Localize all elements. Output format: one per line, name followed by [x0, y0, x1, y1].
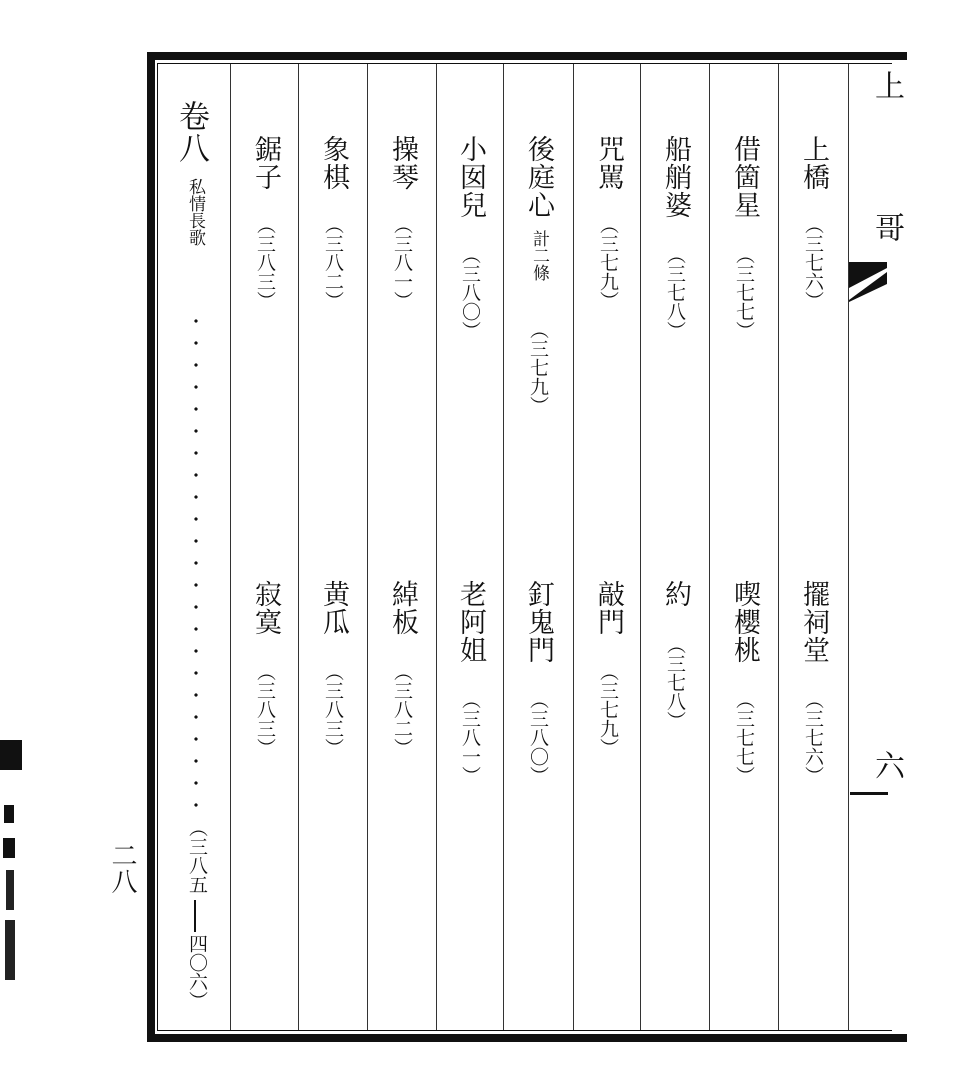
page-number: 二八 [107, 842, 137, 894]
running-head-middle: 哥 [869, 212, 904, 242]
column-rule [298, 64, 299, 1030]
entry-page-ref: （三七九） [527, 320, 549, 415]
entry-title: 黄瓜 [318, 580, 349, 636]
entry-title: 操琴 [387, 135, 418, 191]
range-dash [194, 900, 196, 932]
entry-title: 喫櫻桃 [729, 580, 760, 664]
entry-title: 象棋 [318, 135, 349, 191]
entry-page-ref: （三七九） [597, 215, 619, 310]
column-rule [436, 64, 437, 1030]
column-rule [573, 64, 574, 1030]
running-head-rule [850, 792, 888, 795]
entry-page-ref: （三八一） [459, 690, 481, 785]
entry-page-ref: （三八三） [322, 662, 344, 757]
entry-page-ref: （三八一） [391, 215, 413, 310]
entry-title: 老阿姐 [455, 580, 486, 664]
column-rule [367, 64, 368, 1030]
entry-title: 後庭心 [523, 135, 554, 219]
entry-page-ref: （三八〇） [527, 690, 549, 785]
binding-edge-marks [0, 730, 40, 990]
entry-title: 咒駡 [593, 135, 624, 191]
entry-title: 擺祠堂 [798, 580, 829, 664]
chapter-subtitle: 私情長歌 [185, 178, 205, 246]
entry-title: 敲門 [593, 580, 624, 636]
entry-title: 綽板 [387, 580, 418, 636]
entry-page-ref: （三八〇） [459, 245, 481, 340]
entry-note: 計二條 [529, 230, 549, 281]
entry-title: 釘鬼門 [523, 580, 554, 664]
entry-page-ref: （三八二） [391, 662, 413, 757]
entry-page-ref: （三七八） [664, 245, 686, 340]
entry-page-ref: （三八二） [322, 215, 344, 310]
entry-title: 約 [660, 580, 691, 608]
chapter-title: 卷八 [173, 100, 209, 164]
entry-title: 船艄婆 [660, 135, 691, 219]
entry-page-ref: （三八三） [254, 662, 276, 757]
leader-dots [194, 310, 198, 810]
column-rule [848, 64, 849, 1030]
column-rule [778, 64, 779, 1030]
entry-title: 寂寞 [250, 580, 281, 636]
entry-page-ref: （三七八） [664, 635, 686, 730]
entry-page-ref: （三八三） [254, 215, 276, 310]
column-rule [709, 64, 710, 1030]
entry-page-ref: （三七六） [802, 215, 824, 310]
entry-page-ref: （三七六） [802, 690, 824, 785]
chapter-range-start: （三八五 [186, 818, 208, 894]
chapter-range-end: 四〇六） [186, 934, 208, 1010]
fishtail-mark [849, 262, 889, 302]
column-rule [640, 64, 641, 1030]
entry-page-ref: （三七七） [733, 245, 755, 340]
entry-page-ref: （三七七） [733, 690, 755, 785]
column-rule [503, 64, 504, 1030]
running-head-bottom: 六 [869, 750, 904, 780]
entry-title: 鋸子 [250, 135, 281, 191]
column-rule [230, 64, 231, 1030]
entry-title: 小囡兒 [455, 135, 486, 219]
entry-title: 上橋 [798, 135, 829, 191]
running-head-top: 上 [869, 70, 904, 100]
entry-title: 借箇星 [729, 135, 760, 219]
entry-page-ref: （三七九） [597, 662, 619, 757]
